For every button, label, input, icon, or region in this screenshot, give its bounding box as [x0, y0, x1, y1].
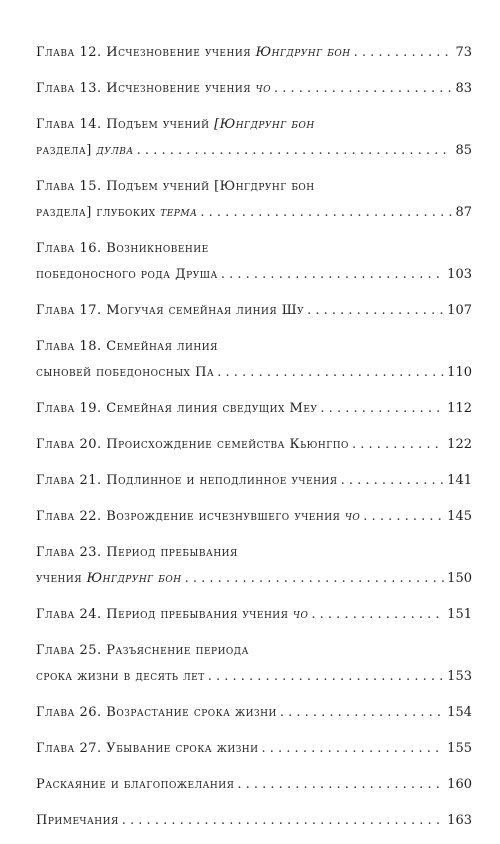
dot-leader — [262, 736, 445, 762]
entry-text: Глава 16. Возникновение — [36, 241, 209, 256]
toc-entry[interactable] — [36, 334, 472, 386]
page-number: 163 — [447, 813, 472, 828]
entry-text: сыновей победоносных Па — [36, 365, 215, 380]
entry-title-line — [36, 638, 472, 664]
toc-entry[interactable] — [36, 40, 472, 66]
dot-leader — [341, 468, 445, 494]
entry-title — [36, 736, 259, 762]
entry-title-line — [36, 174, 472, 200]
entry-row — [36, 468, 472, 494]
entry-text: Примечания — [36, 813, 119, 828]
entry-text: Глава 22. Возрождение исчезнувшего учения — [36, 509, 345, 524]
entry-row — [36, 360, 472, 386]
entry-title-line — [36, 112, 472, 138]
entry-title-line — [36, 334, 472, 360]
entry-title — [36, 664, 205, 690]
entry-text: раздела] — [36, 143, 97, 158]
toc-entry[interactable] — [36, 808, 472, 834]
toc-entry[interactable] — [36, 76, 472, 102]
toc-entry[interactable] — [36, 736, 472, 762]
entry-text: Глава 13. Исчезновение учения — [36, 81, 256, 96]
toc-entry[interactable] — [36, 298, 472, 324]
page-number: 122 — [447, 437, 472, 452]
entry-text-italic: чо — [344, 509, 361, 524]
entry-title — [36, 200, 197, 226]
dot-leader — [137, 138, 453, 164]
entry-text: Глава 27. Убывание срока жизни — [36, 741, 259, 756]
entry-text-italic: дулва — [96, 143, 134, 158]
toc-entry[interactable] — [36, 112, 472, 164]
entry-text-italic: терма — [160, 205, 198, 220]
entry-title — [36, 566, 182, 592]
page-number: 141 — [447, 473, 472, 488]
toc-entry[interactable] — [36, 638, 472, 690]
entry-row — [36, 504, 472, 530]
toc-entry[interactable] — [36, 504, 472, 530]
entry-text: Глава 18. Семейная линия — [36, 339, 218, 354]
dot-leader — [363, 504, 444, 530]
entry-text: Глава 14. Подъем учений — [36, 117, 215, 132]
entry-text: Раскаяние и благопожелания — [36, 777, 235, 792]
dot-leader — [354, 40, 453, 66]
entry-text: Глава 21. Подлинное и неподлинное учения — [36, 473, 338, 488]
entry-text: Глава 23. Период пребывания — [36, 545, 238, 560]
page-number: 85 — [455, 143, 472, 158]
page-number: 83 — [455, 81, 472, 96]
dot-leader — [311, 602, 444, 628]
entry-row — [36, 432, 472, 458]
page-number: 110 — [447, 365, 472, 380]
toc-entry[interactable] — [36, 174, 472, 226]
entry-text-italic: Юнгдрунг бон — [255, 45, 351, 60]
entry-title — [36, 602, 308, 628]
toc-entry[interactable] — [36, 700, 472, 726]
entry-text-italic: [Юнгдрунг бон — [214, 117, 315, 132]
page-number: 145 — [447, 509, 472, 524]
page-number: 153 — [447, 669, 472, 684]
entry-row — [36, 772, 472, 798]
toc-entry[interactable] — [36, 236, 472, 288]
entry-row — [36, 76, 472, 102]
dot-leader — [200, 200, 452, 226]
entry-title — [36, 808, 119, 834]
entry-text: Глава 15. Подъем учений [Юнгдрунг бон — [36, 179, 315, 194]
table-of-contents — [36, 40, 472, 844]
entry-row — [36, 40, 472, 66]
entry-text: Глава 12. Исчезновение учения — [36, 45, 256, 60]
entry-title — [36, 772, 234, 798]
entry-title — [36, 298, 304, 324]
entry-title — [36, 360, 214, 386]
page-number: 155 — [447, 741, 472, 756]
entry-row — [36, 602, 472, 628]
entry-text: срока жизни в десять лет — [36, 669, 205, 684]
entry-title-line — [36, 540, 472, 566]
entry-row — [36, 298, 472, 324]
dot-leader — [185, 566, 445, 592]
entry-title — [36, 468, 338, 494]
dot-leader — [352, 432, 444, 458]
toc-entry[interactable] — [36, 602, 472, 628]
entry-text: Глава 17. Могучая семейная линия Шу — [36, 303, 305, 318]
entry-title — [36, 396, 317, 422]
dot-leader — [320, 396, 444, 422]
entry-title — [36, 432, 349, 458]
entry-row — [36, 200, 472, 226]
entry-text: учения — [36, 571, 87, 586]
page-number: 107 — [447, 303, 472, 318]
entry-row — [36, 396, 472, 422]
entry-row — [36, 700, 472, 726]
dot-leader — [221, 262, 444, 288]
toc-entry[interactable] — [36, 540, 472, 592]
page-number: 87 — [455, 205, 472, 220]
entry-text-italic: чо — [255, 81, 271, 96]
entry-row — [36, 138, 472, 164]
entry-title — [36, 700, 277, 726]
dot-leader — [237, 772, 444, 798]
entry-text: победоносного рода Друша — [36, 267, 218, 282]
page-number: 103 — [447, 267, 472, 282]
page-number: 151 — [447, 607, 472, 622]
entry-text: Глава 20. Происхождение семейства Кьюнгпо — [36, 437, 349, 452]
entry-title — [36, 76, 271, 102]
entry-text: Глава 24. Период пребывания учения — [36, 607, 294, 622]
dot-leader — [217, 360, 444, 386]
entry-title — [36, 504, 360, 530]
entry-row — [36, 262, 472, 288]
entry-title — [36, 262, 218, 288]
dot-leader — [274, 76, 453, 102]
entry-title-line — [36, 236, 472, 262]
page-number: 150 — [447, 571, 472, 586]
entry-text: Глава 26. Возрастание срока жизни — [36, 705, 277, 720]
entry-row — [36, 664, 472, 690]
page-number: 112 — [447, 401, 472, 416]
entry-text-italic: чо — [293, 607, 309, 622]
entry-title — [36, 138, 134, 164]
entry-row — [36, 736, 472, 762]
entry-text-italic: Юнгдрунг бон — [86, 571, 182, 586]
entry-text: раздела] глубоких — [36, 205, 161, 220]
page-number: 160 — [447, 777, 472, 792]
entry-text: Глава 25. Разъяснение периода — [36, 643, 249, 658]
toc-entry[interactable] — [36, 468, 472, 494]
dot-leader — [307, 298, 444, 324]
page-number: 154 — [447, 705, 472, 720]
toc-entry[interactable] — [36, 772, 472, 798]
dot-leader — [280, 700, 444, 726]
entry-text: Глава 19. Семейная линия сведущих Меу — [36, 401, 318, 416]
entry-title — [36, 40, 351, 66]
entry-row — [36, 566, 472, 592]
toc-entry[interactable] — [36, 432, 472, 458]
dot-leader — [122, 808, 444, 834]
toc-entry[interactable] — [36, 396, 472, 422]
entry-row — [36, 808, 472, 834]
dot-leader — [208, 664, 444, 690]
page-number: 73 — [455, 45, 472, 60]
